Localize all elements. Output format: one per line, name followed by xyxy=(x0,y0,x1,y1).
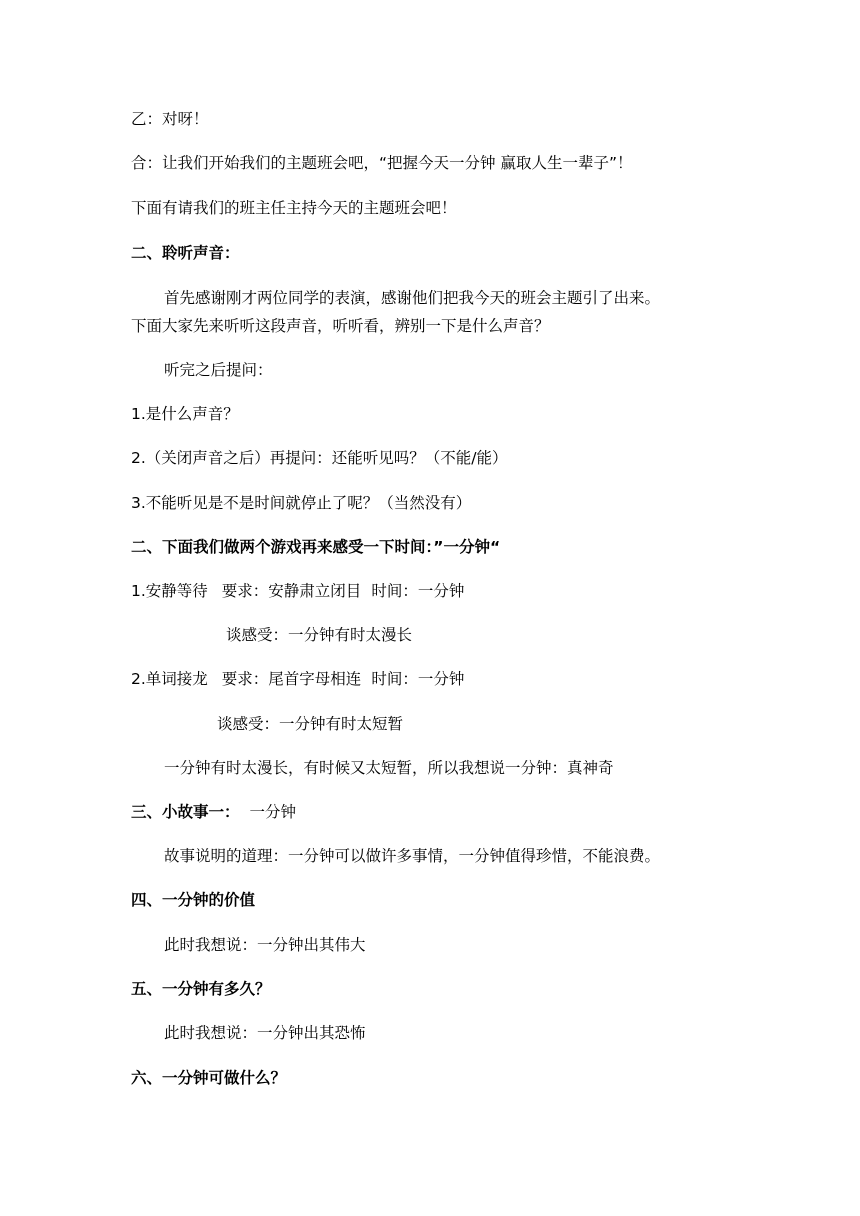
section-heading-story xyxy=(131,801,296,823)
game-1-row xyxy=(131,580,464,602)
paragraph-listen-continued: 下面大家先来听听这段声音，听听看，辨别一下是什么声音？ xyxy=(131,317,550,335)
game-2-requirement: 要求：尾首字母相连 xyxy=(221,670,362,688)
summary-magical: 一分钟有时太漫长，有时候又太短暂，所以我想说一分钟：真神奇 xyxy=(164,759,614,777)
game-2-name: 2.单词接龙 xyxy=(131,670,208,688)
story-lesson: 故事说明的道理：一分钟可以做许多事情，一分钟值得珍惜，不能浪费。 xyxy=(164,847,661,865)
after-listen-prompt: 听完之后提问： xyxy=(164,361,273,379)
question-1: 1.是什么声音？ xyxy=(131,405,239,423)
section-heading-what-to-do: 六、一分钟可做什么？ xyxy=(131,1069,287,1087)
question-2: 2.（关闭声音之后）再提问：还能听见吗？（不能/能） xyxy=(131,449,508,467)
game-2-row xyxy=(131,668,464,690)
section-heading-games: 二、下面我们做两个游戏再来感受一下时间：”一分钟“ xyxy=(131,538,501,556)
game-1-time: 时间：一分钟 xyxy=(371,582,465,600)
dialogue-line-yi: 乙：对呀！ xyxy=(131,110,209,128)
question-3: 3.不能听见是不是时间就停止了呢？（当然没有） xyxy=(131,494,472,512)
value-statement: 此时我想说：一分钟出其伟大 xyxy=(164,936,366,954)
story-title: 一分钟 xyxy=(249,803,297,821)
paragraph-thanks: 首先感谢刚才两位同学的表演，感谢他们把我今天的班会主题引了出来。 xyxy=(164,289,661,307)
game-1-feeling: 谈感受：一分钟有时太漫长 xyxy=(226,626,413,644)
game-1-name: 1.安静等待 xyxy=(131,582,208,600)
section-heading-how-long: 五、一分钟有多久？ xyxy=(131,980,271,998)
game-1-requirement: 要求：安静肃立闭目 xyxy=(221,582,362,600)
game-2-feeling: 谈感受：一分钟有时太短暂 xyxy=(217,715,404,733)
story-heading: 三、小故事一： xyxy=(131,803,240,821)
how-long-statement: 此时我想说：一分钟出其恐怖 xyxy=(164,1024,366,1042)
dialogue-line-he: 合：让我们开始我们的主题班会吧，“把握今天一分钟 赢取人生一辈子”！ xyxy=(131,154,633,172)
game-2-time: 时间：一分钟 xyxy=(371,670,465,688)
section-heading-listen: 二、聆听声音： xyxy=(131,244,240,262)
section-heading-value: 四、一分钟的价值 xyxy=(131,891,256,909)
invitation-line: 下面有请我们的班主任主持今天的主题班会吧！ xyxy=(131,199,457,217)
